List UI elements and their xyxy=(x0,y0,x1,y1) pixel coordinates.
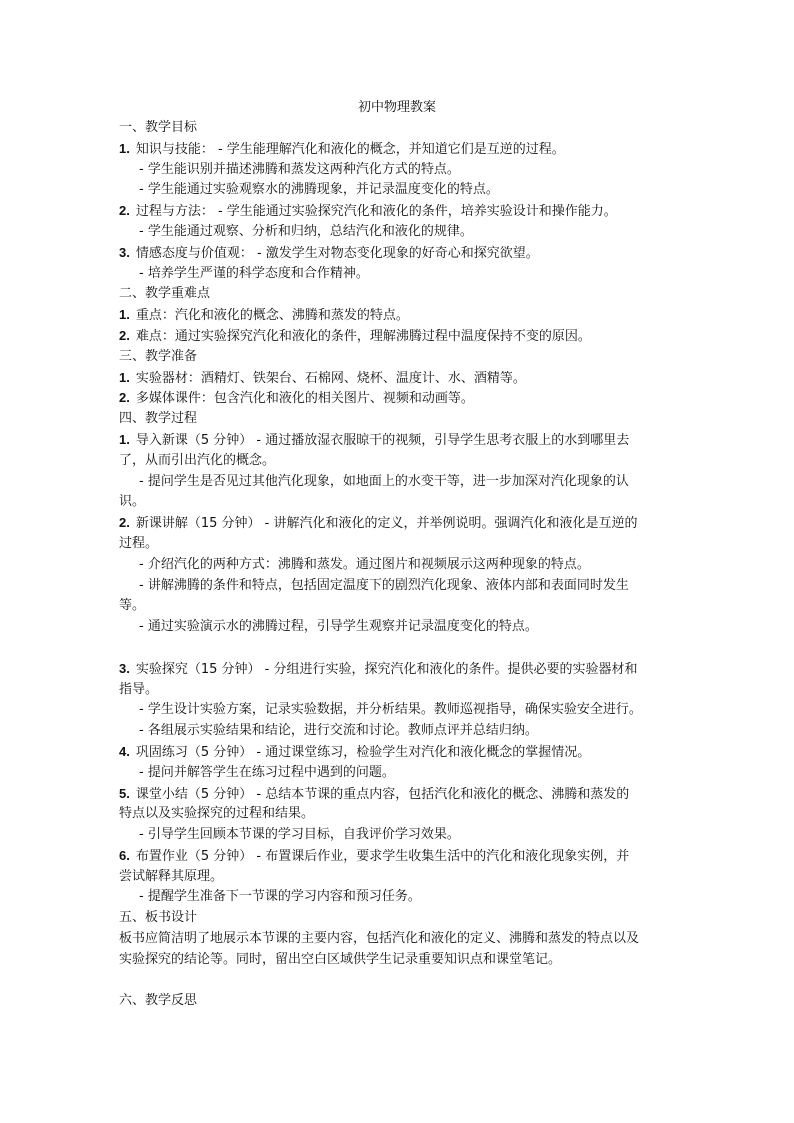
sub-item: - 引导学生回顾本节课的学习目标，自我评价学习效果。 xyxy=(139,827,460,843)
item-number: 2. xyxy=(119,203,130,219)
item-text: 实验器材：酒精灯、铁架台、石棉网、烧杯、温度计、水、酒精等。 xyxy=(135,370,526,386)
item-number: 6. xyxy=(119,847,130,863)
item-text: 布置作业（5 分钟） - 布置课后作业，要求学生收集生活中的汽化和液化现象实例，并 xyxy=(135,848,630,864)
list-item xyxy=(119,243,675,264)
list-item xyxy=(119,139,675,160)
list-item xyxy=(119,305,675,326)
sub-item: - 提问并解答学生在练习过程中遇到的问题。 xyxy=(139,764,395,780)
sub-item: - 各组展示实验结果和结论，进行交流和讨论。教师点评并总结归纳。 xyxy=(139,723,538,739)
list-item-continuation: 特点以及实验探究的过程和结果。 xyxy=(119,806,315,822)
list-item xyxy=(119,326,675,347)
list-item-continuation: 过程。 xyxy=(119,535,159,551)
item-number: 1. xyxy=(119,140,130,156)
item-text: 实验探究（15 分钟） - 分组进行实验，探究汽化和液化的条件。提供必要的实验器材和 xyxy=(135,661,638,677)
item-text: 课堂小结（5 分钟） - 总结本节课的重点内容，包括汽化和液化的概念、沸腾和蒸发的 xyxy=(135,786,630,802)
item-number: 3. xyxy=(119,660,130,676)
sub-item: - 学生设计实验方案，记录实验数据，并分析结果。教师巡视指导，确保实验安全进行。 xyxy=(139,702,642,718)
item-number: 2. xyxy=(119,327,130,343)
blank-line xyxy=(119,971,675,992)
sub-item: - 介绍汽化的两种方式：沸腾和蒸发。通过图片和视频展示这两种现象的特点。 xyxy=(139,556,590,572)
list-item xyxy=(119,846,675,867)
sub-item: - 讲解沸腾的条件和特点，包括固定温度下的剧烈汽化现象、液体内部和表面同时发生 xyxy=(139,577,629,593)
list-item xyxy=(119,784,675,805)
list-item-continuation: 指导。 xyxy=(119,681,159,697)
item-text: 导入新课（5 分钟） - 通过播放湿衣服晾干的视频，引导学生思考衣服上的水到哪里去 xyxy=(135,432,630,448)
list-item xyxy=(119,513,675,534)
item-number: 2. xyxy=(119,515,130,531)
document-title: 初中物理教案 xyxy=(357,100,436,115)
item-number: 1. xyxy=(119,369,130,385)
item-text: 巩固练习（5 分钟） - 通过课堂练习，检验学生对汽化和液化概念的掌握情况。 xyxy=(135,744,591,760)
sub-item: - 提醒学生准备下一节课的学习内容和预习任务。 xyxy=(139,889,421,905)
blank-line xyxy=(119,638,675,659)
section-heading-process: 四、教学过程 xyxy=(119,411,198,427)
document-body xyxy=(119,118,675,1012)
paragraph-line: 实验探究的结论等。同时，留出空白区域供学生记录重要知识点和课堂笔记。 xyxy=(119,951,562,967)
sub-item: - 学生能识别并描述沸腾和蒸发这两种汽化方式的特点。 xyxy=(139,161,460,177)
list-item xyxy=(119,201,675,222)
list-item xyxy=(119,388,675,409)
sub-item: - 提问学生是否见过其他汽化现象，如地面上的水变干等，进一步加深对汽化现象的认 xyxy=(139,473,629,489)
item-number: 3. xyxy=(119,244,130,260)
section-heading-reflection: 六、教学反思 xyxy=(119,993,198,1009)
list-item xyxy=(119,368,675,389)
sub-item: - 培养学生严谨的科学态度和合作精神。 xyxy=(139,265,369,281)
sub-item: - 学生能通过观察、分析和归纳，总结汽化和液化的规律。 xyxy=(139,223,473,239)
sub-item: - 学生能通过实验观察水的沸腾现象，并记录温度变化的特点。 xyxy=(139,182,499,198)
list-item xyxy=(119,742,675,763)
item-text: 多媒体课件：包含汽化和液化的相关图片、视频和动画等。 xyxy=(135,391,474,407)
sub-item: - 通过实验演示水的沸腾过程，引导学生观察并记录温度变化的特点。 xyxy=(139,619,538,635)
item-text: 过程与方法： - 学生能通过实验探究汽化和液化的条件，培养实验设计和操作能力。 xyxy=(135,204,617,220)
item-text: 知识与技能： - 学生能理解汽化和液化的概念，并知道它们是互逆的过程。 xyxy=(135,141,565,157)
section-heading-objectives: 一、教学目标 xyxy=(119,120,198,135)
item-number: 4. xyxy=(119,743,130,759)
item-text: 新课讲解（15 分钟） - 讲解汽化和液化的定义，并举例说明。强调汽化和液化是互逆的 xyxy=(135,516,638,532)
item-number: 1. xyxy=(119,431,130,447)
item-text: 难点：通过实验探究汽化和液化的条件，理解沸腾过程中温度保持不变的原因。 xyxy=(135,328,591,344)
list-item-continuation: 了，从而引出汽化的概念。 xyxy=(119,452,276,468)
sub-item-continuation: 识。 xyxy=(119,494,146,510)
section-heading-board-design: 五、板书设计 xyxy=(119,910,198,926)
section-heading-key-points: 二、教学重难点 xyxy=(119,286,211,302)
paragraph-line: 板书应简洁明了地展示本节课的主要内容，包括汽化和液化的定义、沸腾和蒸发的特点以及 xyxy=(119,931,640,947)
sub-item-continuation: 等。 xyxy=(119,598,146,614)
item-number: 1. xyxy=(119,307,130,323)
item-text: 重点：汽化和液化的概念、沸腾和蒸发的特点。 xyxy=(135,308,409,324)
list-item xyxy=(119,659,675,680)
item-number: 5. xyxy=(119,785,130,801)
item-number: 2. xyxy=(119,390,130,406)
section-heading-preparation: 三、教学准备 xyxy=(119,348,198,364)
item-text: 情感态度与价值观： - 激发学生对物态变化现象的好奇心和探究欲望。 xyxy=(135,245,539,261)
list-item xyxy=(119,430,675,451)
list-item-continuation: 尝试解释其原理。 xyxy=(119,868,224,884)
